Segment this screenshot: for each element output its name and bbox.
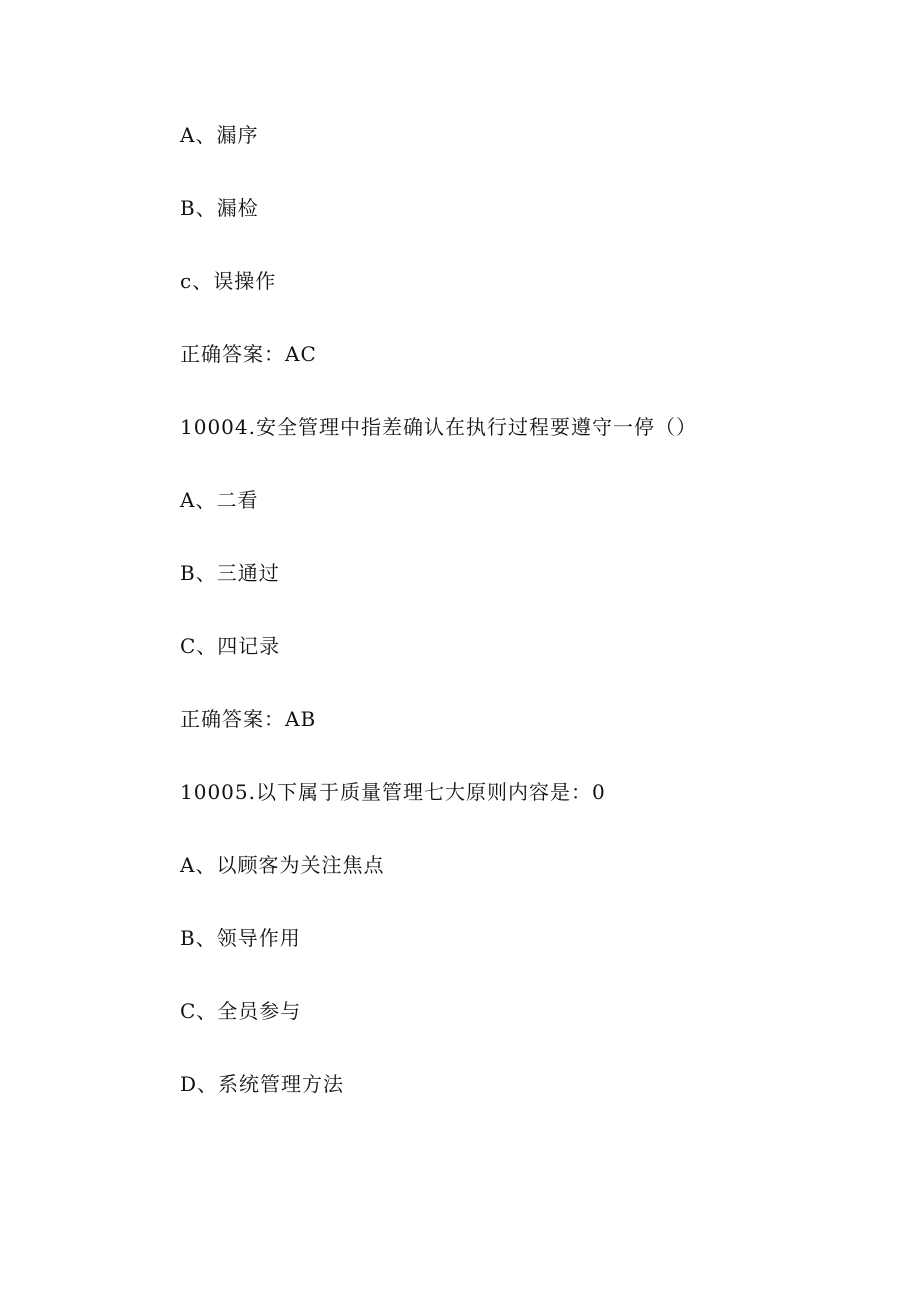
option-c-line: c、误操作 (180, 269, 277, 293)
question-10005: 10005.以下属于质量管理七大原则内容是：0 (180, 780, 606, 804)
correct-answer-line: 正确答案：AB (180, 707, 317, 731)
option-d-line: D、系统管理方法 (180, 1072, 345, 1096)
option-a-line: A、二看 (180, 488, 259, 512)
option-b-line: B、漏检 (180, 196, 259, 220)
option-b-line: B、领导作用 (180, 926, 301, 950)
option-a-line: A、漏序 (180, 123, 259, 147)
correct-answer-line: 正确答案：AC (180, 342, 317, 366)
option-b-line: B、三通过 (180, 561, 280, 585)
option-c-line: C、四记录 (180, 634, 281, 658)
option-a-line: A、以顾客为关注焦点 (180, 853, 385, 877)
question-10004: 10004.安全管理中指差确认在执行过程要遵守一停（） (180, 415, 697, 439)
option-c-line: C、全员参与 (180, 999, 302, 1023)
